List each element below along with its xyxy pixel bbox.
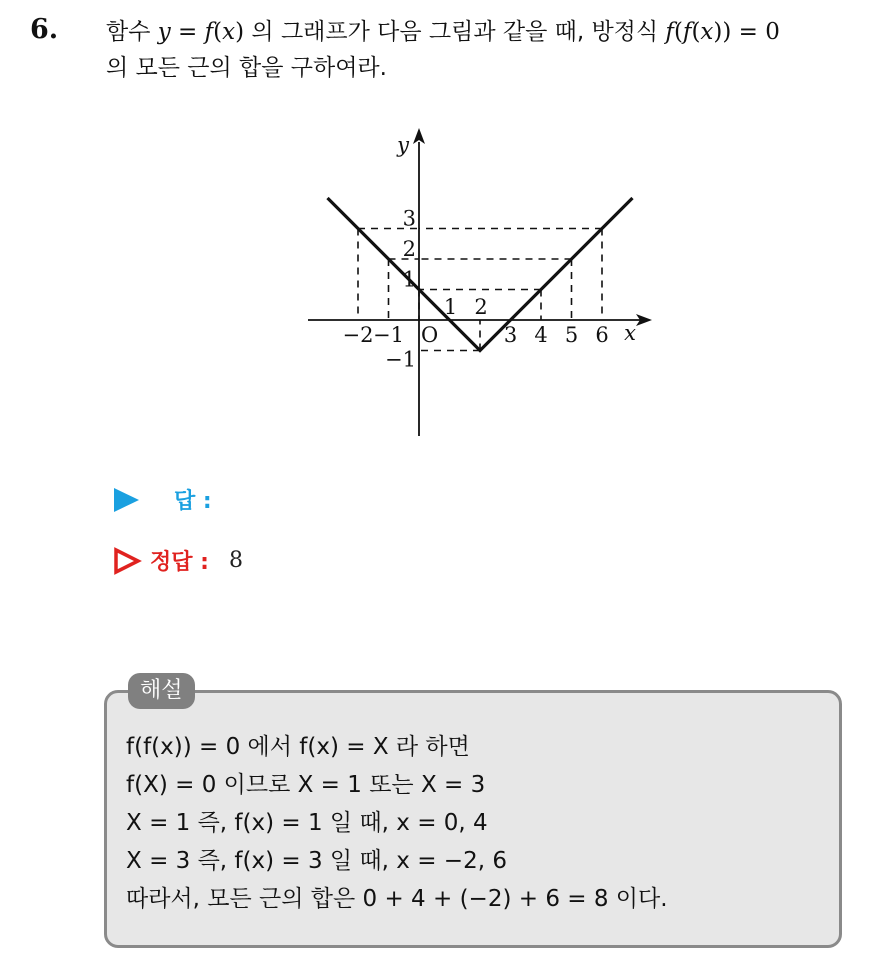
x-tick-label: 2 [474,295,488,319]
x-tick-label: 6 [595,323,609,347]
solution-line: 따라서, 모든 근의 합은 0 + 4 + (−2) + 6 = 8 이다. [126,886,668,912]
q-math-paren: ) [235,19,245,45]
x-axis-label: x [624,321,636,345]
solution-lines [126,728,668,918]
axes [308,128,652,436]
answer-label: 답 : [174,489,212,514]
q-text-seg: 의 그래프가 다음 그림과 같을 때, 방정식 [244,19,666,45]
solution-line: X = 3 즉, f(x) = 3 일 때, x = −2, 6 [126,848,507,874]
x-tick-label: 5 [564,323,579,347]
y-tick-label: −1 [385,347,416,372]
q-math-paren: ( [213,19,223,45]
play-triangle-icon [112,485,142,515]
solution-tag: 해설 [128,673,195,709]
q-math-x: x [222,19,236,45]
q-math-f: f [204,19,214,45]
correct-answer-value: 8 [228,548,243,573]
question-number: 6. [30,14,59,45]
answer-row [112,484,212,515]
play-outline-icon [112,546,142,576]
x-tick-label: 1 [443,295,458,319]
x-tick-label: −2 [342,323,374,347]
correct-answer-label: 정답 : [150,550,209,575]
x-tick-label: 4 [534,323,548,347]
y-axis-arrow [413,128,425,144]
q-text-seg: 함수 [106,19,158,45]
solution-line: f(f(x)) = 0 에서 f(x) = X 라 하면 [126,734,470,760]
y-tick-label: 3 [402,206,416,231]
q-math-x: x [700,19,714,45]
axis-labels [343,133,637,372]
x-tick-label: −1 [373,323,404,347]
y-axis-label: y [397,133,409,157]
q-math-f: f [665,19,674,45]
y-tick-label: 2 [402,237,416,261]
correct-answer-row [112,545,243,576]
q-math-tail: )) = 0 [713,19,780,45]
q-math-y: y [157,19,171,45]
q-math-f: f [682,19,692,45]
q-math-eq: = [170,19,205,45]
q-math-paren: ( [673,19,683,45]
x-tick-label: 3 [503,323,518,347]
q-math-paren: ( [691,19,701,45]
y-tick-label: 1 [402,267,416,292]
solution-line: X = 1 즉, f(x) = 1 일 때, x = 0, 4 [126,810,488,836]
function-graph [0,0,884,470]
origin-label: O [421,323,439,347]
solution-line: f(X) = 0 이므로 X = 1 또는 X = 3 [126,772,486,798]
question-line-2: 의 모든 근의 합을 구하여라. [106,55,387,81]
